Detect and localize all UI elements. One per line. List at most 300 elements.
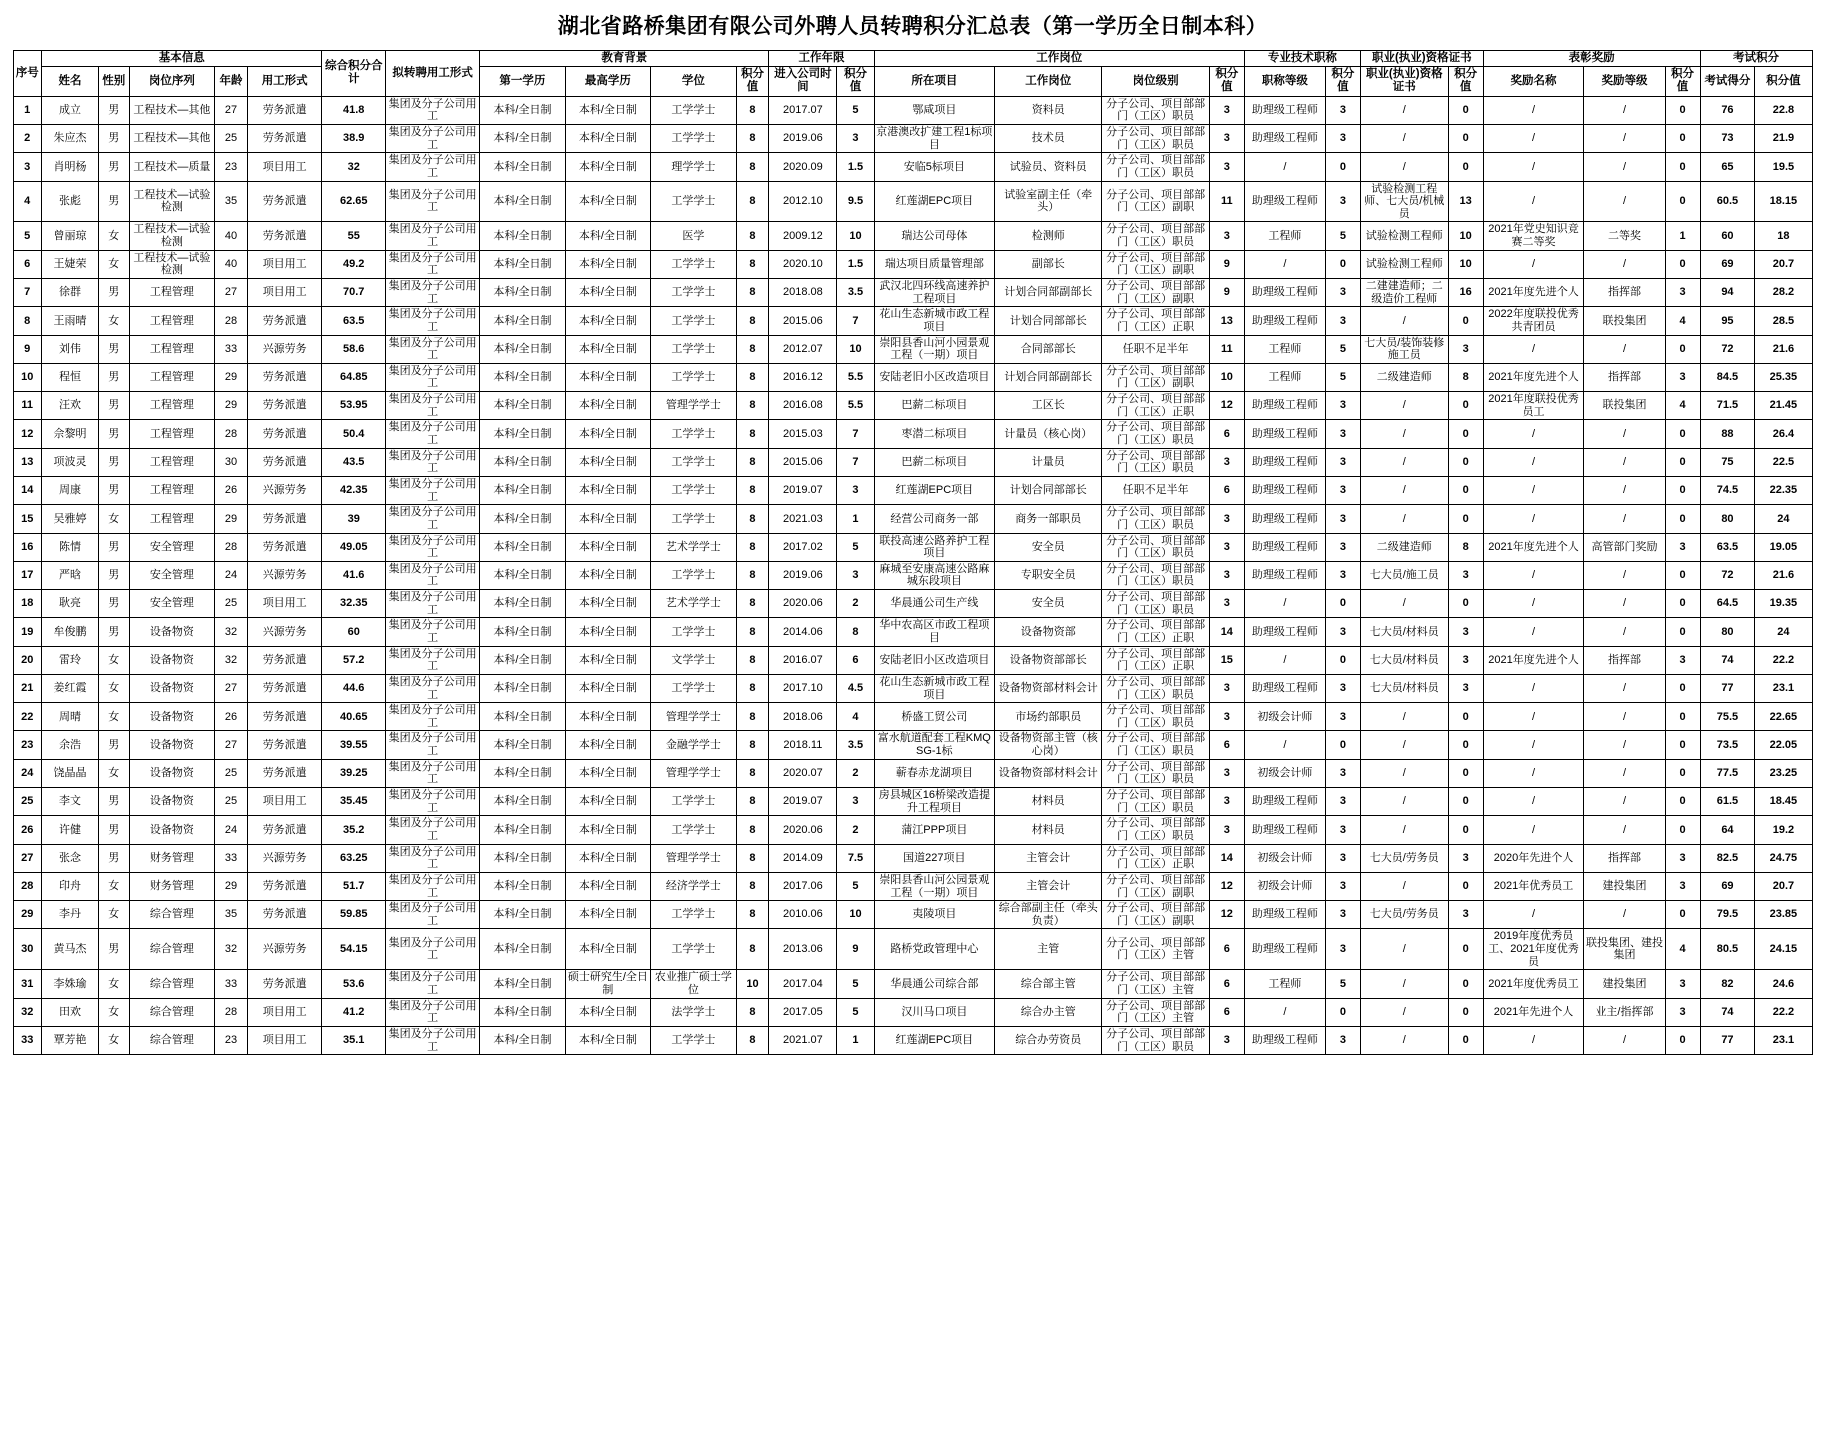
cell-award-name: /	[1483, 181, 1584, 222]
cell-edu-first: 本科/全日制	[480, 222, 565, 250]
cell-total-score: 43.5	[322, 448, 386, 476]
cell-employ-form: 劳务派遣	[247, 759, 322, 787]
cell-edu-highest: 本科/全日制	[565, 476, 650, 504]
cell-edu-highest: 本科/全日制	[565, 872, 650, 900]
table-row	[13, 759, 1812, 787]
cell-cert: /	[1360, 788, 1448, 816]
cell-award-name: /	[1483, 590, 1584, 618]
cell-edu-first: 本科/全日制	[480, 618, 565, 646]
cell-award-level: /	[1584, 96, 1665, 124]
cell-edu-first: 本科/全日制	[480, 1026, 565, 1054]
cell-sex: 男	[98, 181, 129, 222]
group-total-score: 综合积分合计	[322, 51, 386, 97]
cell-intend-form: 集团及分子公司用工	[385, 420, 479, 448]
cell-title-level: 工程师	[1244, 335, 1325, 363]
cell-award-score: 0	[1665, 816, 1700, 844]
cell-job-level: 分子公司、项目部部门（工区）副职	[1102, 872, 1209, 900]
cell-cert: /	[1360, 703, 1448, 731]
cell-intend-form: 集团及分子公司用工	[385, 759, 479, 787]
cell-entry-time: 2017.02	[769, 533, 837, 561]
cell-edu-score: 8	[736, 533, 769, 561]
table-row	[13, 998, 1812, 1026]
cell-index: 3	[13, 153, 41, 181]
cell-award-name: 2021年优秀员工	[1483, 872, 1584, 900]
cell-job: 综合部副主任（牵头负责）	[995, 901, 1102, 929]
cell-award-score: 0	[1665, 420, 1700, 448]
cell-job-level: 分子公司、项目部部门（工区）职员	[1102, 96, 1209, 124]
cell-job-level: 分子公司、项目部部门（工区）职员	[1102, 561, 1209, 589]
table-row	[13, 816, 1812, 844]
table-row	[13, 788, 1812, 816]
cell-exam-score: 74	[1700, 998, 1755, 1026]
cell-edu-score: 8	[736, 335, 769, 363]
cell-cert: 试验检测工程师、七大员/机械员	[1360, 181, 1448, 222]
cell-job: 综合办劳资员	[995, 1026, 1102, 1054]
cell-edu-highest: 本科/全日制	[565, 307, 650, 335]
cell-job-level: 分子公司、项目部部门（工区）职员	[1102, 590, 1209, 618]
col-cert-score: 积分值	[1448, 67, 1483, 96]
cell-edu-score: 8	[736, 929, 769, 970]
cell-index: 33	[13, 1026, 41, 1054]
cell-edu-highest: 本科/全日制	[565, 788, 650, 816]
cell-cert-score: 13	[1448, 181, 1483, 222]
cell-title-level: /	[1244, 250, 1325, 278]
cell-edu-first: 本科/全日制	[480, 278, 565, 306]
col-job-score: 积分值	[1209, 67, 1244, 96]
cell-title-score: 3	[1325, 561, 1360, 589]
cell-exam-points: 25.35	[1755, 363, 1812, 391]
col-age: 年龄	[215, 67, 248, 96]
cell-edu-highest: 本科/全日制	[565, 646, 650, 674]
cell-age: 26	[215, 476, 248, 504]
cell-job-score: 3	[1209, 124, 1244, 152]
cell-intend-form: 集团及分子公司用工	[385, 476, 479, 504]
cell-name: 曾丽琼	[41, 222, 98, 250]
cell-job: 工区长	[995, 392, 1102, 420]
cell-title-score: 3	[1325, 181, 1360, 222]
cell-title-level: 助理级工程师	[1244, 901, 1325, 929]
cell-index: 13	[13, 448, 41, 476]
cell-job-score: 9	[1209, 278, 1244, 306]
cell-job: 材料员	[995, 788, 1102, 816]
cell-award-level: 联投集团	[1584, 392, 1665, 420]
cell-job-score: 12	[1209, 392, 1244, 420]
cell-award-level: 指挥部	[1584, 646, 1665, 674]
cell-sex: 男	[98, 363, 129, 391]
cell-edu-highest: 本科/全日制	[565, 929, 650, 970]
cell-title-score: 5	[1325, 222, 1360, 250]
cell-age: 33	[215, 970, 248, 998]
cell-index: 15	[13, 505, 41, 533]
cell-title-score: 3	[1325, 392, 1360, 420]
cell-project: 花山生态新城市政工程项目	[874, 307, 995, 335]
cell-job-level: 分子公司、项目部部门（工区）正职	[1102, 392, 1209, 420]
cell-edu-score: 8	[736, 590, 769, 618]
cell-edu-first: 本科/全日制	[480, 646, 565, 674]
cell-index: 30	[13, 929, 41, 970]
cell-award-score: 3	[1665, 278, 1700, 306]
cell-exam-points: 22.2	[1755, 646, 1812, 674]
cell-project: 花山生态新城市政工程项目	[874, 674, 995, 702]
cell-project: 巴薪二标项目	[874, 392, 995, 420]
cell-employ-form: 兴源劳务	[247, 561, 322, 589]
cell-award-name: /	[1483, 703, 1584, 731]
cell-degree: 工学学士	[651, 816, 736, 844]
cell-job: 设备物资部	[995, 618, 1102, 646]
cell-award-level: 指挥部	[1584, 278, 1665, 306]
cell-degree: 理学学士	[651, 153, 736, 181]
cell-title-score: 3	[1325, 278, 1360, 306]
cell-year-score: 5	[837, 872, 874, 900]
cell-entry-time: 2017.06	[769, 872, 837, 900]
group-certificate: 职业(执业)资格证书	[1360, 51, 1483, 67]
cell-exam-score: 95	[1700, 307, 1755, 335]
cell-employ-form: 劳务派遣	[247, 96, 322, 124]
cell-name: 程恒	[41, 363, 98, 391]
cell-title-level: 助理级工程师	[1244, 278, 1325, 306]
cell-post-series: 工程管理	[129, 363, 214, 391]
table-row	[13, 901, 1812, 929]
cell-title-level: 助理级工程师	[1244, 181, 1325, 222]
cell-entry-time: 2012.10	[769, 181, 837, 222]
cell-index: 21	[13, 674, 41, 702]
cell-name: 朱应杰	[41, 124, 98, 152]
cell-name: 饶晶晶	[41, 759, 98, 787]
cell-project: 红莲湖EPC项目	[874, 181, 995, 222]
cell-degree: 工学学士	[651, 335, 736, 363]
cell-job: 综合部主管	[995, 970, 1102, 998]
cell-sex: 女	[98, 1026, 129, 1054]
table-row	[13, 731, 1812, 759]
cell-entry-time: 2009.12	[769, 222, 837, 250]
cell-job-score: 10	[1209, 363, 1244, 391]
group-exam: 考试积分	[1700, 51, 1812, 67]
cell-edu-highest: 本科/全日制	[565, 420, 650, 448]
col-edu-highest: 最高学历	[565, 67, 650, 96]
cell-total-score: 59.85	[322, 901, 386, 929]
cell-job: 安全员	[995, 590, 1102, 618]
cell-cert: /	[1360, 96, 1448, 124]
cell-edu-highest: 本科/全日制	[565, 703, 650, 731]
cell-year-score: 5.5	[837, 363, 874, 391]
cell-intend-form: 集团及分子公司用工	[385, 731, 479, 759]
cell-entry-time: 2017.04	[769, 970, 837, 998]
cell-job-score: 13	[1209, 307, 1244, 335]
cell-year-score: 3	[837, 788, 874, 816]
cell-edu-first: 本科/全日制	[480, 844, 565, 872]
cell-degree: 管理学学士	[651, 759, 736, 787]
cell-entry-time: 2020.07	[769, 759, 837, 787]
cell-award-level: /	[1584, 124, 1665, 152]
cell-age: 40	[215, 222, 248, 250]
cell-job-level: 任职不足半年	[1102, 335, 1209, 363]
cell-job-score: 3	[1209, 505, 1244, 533]
cell-award-level: /	[1584, 153, 1665, 181]
cell-year-score: 1.5	[837, 250, 874, 278]
cell-title-level: 助理级工程师	[1244, 674, 1325, 702]
table-row	[13, 561, 1812, 589]
cell-job: 设备物资部材料会计	[995, 759, 1102, 787]
cell-total-score: 49.2	[322, 250, 386, 278]
cell-job-score: 12	[1209, 872, 1244, 900]
col-year-score: 积分值	[837, 67, 874, 96]
cell-exam-score: 79.5	[1700, 901, 1755, 929]
cell-edu-highest: 本科/全日制	[565, 96, 650, 124]
cell-index: 10	[13, 363, 41, 391]
table-row	[13, 448, 1812, 476]
cell-title-level: 助理级工程师	[1244, 533, 1325, 561]
cell-sex: 男	[98, 420, 129, 448]
cell-job: 材料员	[995, 816, 1102, 844]
cell-employ-form: 劳务派遣	[247, 505, 322, 533]
cell-sex: 男	[98, 124, 129, 152]
cell-age: 25	[215, 124, 248, 152]
cell-job-level: 分子公司、项目部部门（工区）正职	[1102, 844, 1209, 872]
cell-post-series: 工程管理	[129, 392, 214, 420]
cell-edu-first: 本科/全日制	[480, 153, 565, 181]
cell-entry-time: 2016.07	[769, 646, 837, 674]
cell-cert: 七大员/材料员	[1360, 618, 1448, 646]
cell-sex: 男	[98, 844, 129, 872]
cell-total-score: 62.65	[322, 181, 386, 222]
cell-cert: /	[1360, 872, 1448, 900]
cell-edu-score: 8	[736, 703, 769, 731]
cell-cert: /	[1360, 759, 1448, 787]
cell-intend-form: 集团及分子公司用工	[385, 929, 479, 970]
cell-age: 28	[215, 533, 248, 561]
cell-edu-highest: 本科/全日制	[565, 674, 650, 702]
cell-cert-score: 3	[1448, 844, 1483, 872]
cell-title-score: 0	[1325, 731, 1360, 759]
cell-job: 主管	[995, 929, 1102, 970]
cell-job-score: 6	[1209, 998, 1244, 1026]
cell-award-level: /	[1584, 561, 1665, 589]
cell-job-level: 分子公司、项目部部门（工区）职员	[1102, 703, 1209, 731]
cell-entry-time: 2019.06	[769, 124, 837, 152]
cell-cert: /	[1360, 816, 1448, 844]
cell-job-level: 分子公司、项目部部门（工区）职员	[1102, 816, 1209, 844]
cell-award-score: 3	[1665, 646, 1700, 674]
cell-exam-score: 80.5	[1700, 929, 1755, 970]
cell-title-level: 助理级工程师	[1244, 476, 1325, 504]
cell-job-score: 6	[1209, 970, 1244, 998]
cell-post-series: 工程管理	[129, 307, 214, 335]
cell-degree: 工学学士	[651, 181, 736, 222]
cell-job: 资料员	[995, 96, 1102, 124]
cell-exam-score: 77	[1700, 674, 1755, 702]
cell-award-score: 0	[1665, 618, 1700, 646]
cell-edu-first: 本科/全日制	[480, 363, 565, 391]
cell-job-level: 分子公司、项目部部门（工区）职员	[1102, 222, 1209, 250]
cell-job-level: 分子公司、项目部部门（工区）副职	[1102, 181, 1209, 222]
cell-exam-score: 73.5	[1700, 731, 1755, 759]
cell-total-score: 70.7	[322, 278, 386, 306]
cell-age: 26	[215, 703, 248, 731]
cell-job-level: 分子公司、项目部部门（工区）职员	[1102, 759, 1209, 787]
cell-exam-score: 60	[1700, 222, 1755, 250]
cell-index: 2	[13, 124, 41, 152]
cell-project: 京港澳改扩建工程1标项目	[874, 124, 995, 152]
cell-project: 汉川马口项目	[874, 998, 995, 1026]
cell-intend-form: 集团及分子公司用工	[385, 788, 479, 816]
group-intend-form: 拟转聘用工形式	[385, 51, 479, 97]
cell-employ-form: 劳务派遣	[247, 533, 322, 561]
cell-name: 佘黎明	[41, 420, 98, 448]
cell-year-score: 7	[837, 448, 874, 476]
cell-age: 29	[215, 392, 248, 420]
cell-cert: 七大员/装饰装修施工员	[1360, 335, 1448, 363]
cell-entry-time: 2014.06	[769, 618, 837, 646]
table-row	[13, 970, 1812, 998]
cell-year-score: 5	[837, 970, 874, 998]
cell-exam-points: 18.15	[1755, 181, 1812, 222]
table-row	[13, 153, 1812, 181]
cell-job: 计划合同部部长	[995, 307, 1102, 335]
cell-title-level: 助理级工程师	[1244, 618, 1325, 646]
cell-exam-points: 23.1	[1755, 674, 1812, 702]
cell-employ-form: 劳务派遣	[247, 363, 322, 391]
cell-job-score: 3	[1209, 96, 1244, 124]
col-exam-points: 积分值	[1755, 67, 1812, 96]
cell-exam-points: 22.8	[1755, 96, 1812, 124]
col-job: 工作岗位	[995, 67, 1102, 96]
cell-award-score: 0	[1665, 476, 1700, 504]
cell-total-score: 35.45	[322, 788, 386, 816]
cell-award-name: 2021年党史知识竞赛二等奖	[1483, 222, 1584, 250]
cell-entry-time: 2012.07	[769, 335, 837, 363]
cell-award-name: /	[1483, 124, 1584, 152]
cell-sex: 男	[98, 392, 129, 420]
cell-award-level: /	[1584, 448, 1665, 476]
cell-project: 安临5标项目	[874, 153, 995, 181]
cell-entry-time: 2015.06	[769, 307, 837, 335]
cell-edu-score: 8	[736, 96, 769, 124]
cell-name: 成立	[41, 96, 98, 124]
cell-award-name: 2021年度优秀员工	[1483, 970, 1584, 998]
cell-name: 姜红霞	[41, 674, 98, 702]
table-row	[13, 307, 1812, 335]
cell-employ-form: 兴源劳务	[247, 476, 322, 504]
cell-entry-time: 2015.06	[769, 448, 837, 476]
cell-age: 29	[215, 505, 248, 533]
cell-job-level: 分子公司、项目部部门（工区）副职	[1102, 901, 1209, 929]
header-col-row	[13, 67, 1812, 96]
cell-employ-form: 劳务派遣	[247, 124, 322, 152]
cell-exam-points: 23.1	[1755, 1026, 1812, 1054]
cell-edu-score: 8	[736, 476, 769, 504]
cell-job: 试验室副主任（牵头）	[995, 181, 1102, 222]
cell-year-score: 1.5	[837, 153, 874, 181]
cell-index: 27	[13, 844, 41, 872]
cell-cert-score: 0	[1448, 96, 1483, 124]
cell-index: 1	[13, 96, 41, 124]
cell-award-name: /	[1483, 561, 1584, 589]
cell-cert-score: 10	[1448, 222, 1483, 250]
cell-project: 安陆老旧小区改造项目	[874, 363, 995, 391]
table-row	[13, 392, 1812, 420]
cell-degree: 工学学士	[651, 1026, 736, 1054]
cell-title-level: 助理级工程师	[1244, 788, 1325, 816]
cell-award-name: /	[1483, 618, 1584, 646]
cell-name: 王雨晴	[41, 307, 98, 335]
cell-degree: 艺术学学士	[651, 533, 736, 561]
cell-employ-form: 项目用工	[247, 590, 322, 618]
cell-award-name: 2021年先进个人	[1483, 998, 1584, 1026]
cell-job-score: 6	[1209, 420, 1244, 448]
cell-award-level: /	[1584, 1026, 1665, 1054]
cell-sex: 男	[98, 476, 129, 504]
cell-award-name: 2020年先进个人	[1483, 844, 1584, 872]
cell-title-level: /	[1244, 998, 1325, 1026]
cell-post-series: 工程管理	[129, 505, 214, 533]
cell-exam-points: 21.45	[1755, 392, 1812, 420]
cell-year-score: 4	[837, 703, 874, 731]
cell-title-score: 5	[1325, 970, 1360, 998]
cell-exam-score: 77.5	[1700, 759, 1755, 787]
cell-post-series: 工程管理	[129, 278, 214, 306]
cell-index: 12	[13, 420, 41, 448]
cell-cert-score: 0	[1448, 731, 1483, 759]
cell-sex: 男	[98, 788, 129, 816]
cell-award-level: /	[1584, 618, 1665, 646]
cell-employ-form: 劳务派遣	[247, 181, 322, 222]
cell-post-series: 安全管理	[129, 561, 214, 589]
cell-edu-score: 8	[736, 998, 769, 1026]
cell-job-score: 3	[1209, 533, 1244, 561]
cell-name: 徐群	[41, 278, 98, 306]
cell-cert: /	[1360, 505, 1448, 533]
cell-title-score: 3	[1325, 476, 1360, 504]
cell-employ-form: 项目用工	[247, 153, 322, 181]
cell-intend-form: 集团及分子公司用工	[385, 448, 479, 476]
cell-cert: 七大员/材料员	[1360, 674, 1448, 702]
cell-award-name: 2021年度先进个人	[1483, 363, 1584, 391]
cell-exam-points: 23.85	[1755, 901, 1812, 929]
cell-job-level: 分子公司、项目部部门（工区）职员	[1102, 674, 1209, 702]
cell-sex: 女	[98, 646, 129, 674]
cell-exam-score: 72	[1700, 335, 1755, 363]
cell-award-name: 2022年度联投优秀共青团员	[1483, 307, 1584, 335]
cell-intend-form: 集团及分子公司用工	[385, 998, 479, 1026]
cell-year-score: 9.5	[837, 181, 874, 222]
cell-sex: 女	[98, 307, 129, 335]
cell-edu-score: 8	[736, 420, 769, 448]
cell-title-score: 3	[1325, 420, 1360, 448]
cell-post-series: 工程管理	[129, 335, 214, 363]
cell-title-level: 助理级工程师	[1244, 505, 1325, 533]
cell-title-score: 3	[1325, 844, 1360, 872]
cell-intend-form: 集团及分子公司用工	[385, 844, 479, 872]
table-row	[13, 222, 1812, 250]
group-award: 表彰奖励	[1483, 51, 1700, 67]
col-name: 姓名	[41, 67, 98, 96]
cell-cert: /	[1360, 153, 1448, 181]
header-group-row	[13, 51, 1812, 67]
cell-edu-first: 本科/全日制	[480, 759, 565, 787]
cell-employ-form: 兴源劳务	[247, 844, 322, 872]
table-row	[13, 476, 1812, 504]
cell-title-score: 3	[1325, 674, 1360, 702]
cell-award-level: /	[1584, 703, 1665, 731]
cell-exam-points: 22.35	[1755, 476, 1812, 504]
cell-title-score: 3	[1325, 618, 1360, 646]
cell-edu-first: 本科/全日制	[480, 420, 565, 448]
cell-sex: 男	[98, 590, 129, 618]
cell-edu-first: 本科/全日制	[480, 703, 565, 731]
cell-edu-first: 本科/全日制	[480, 250, 565, 278]
cell-post-series: 工程技术—其他	[129, 96, 214, 124]
cell-employ-form: 劳务派遣	[247, 392, 322, 420]
